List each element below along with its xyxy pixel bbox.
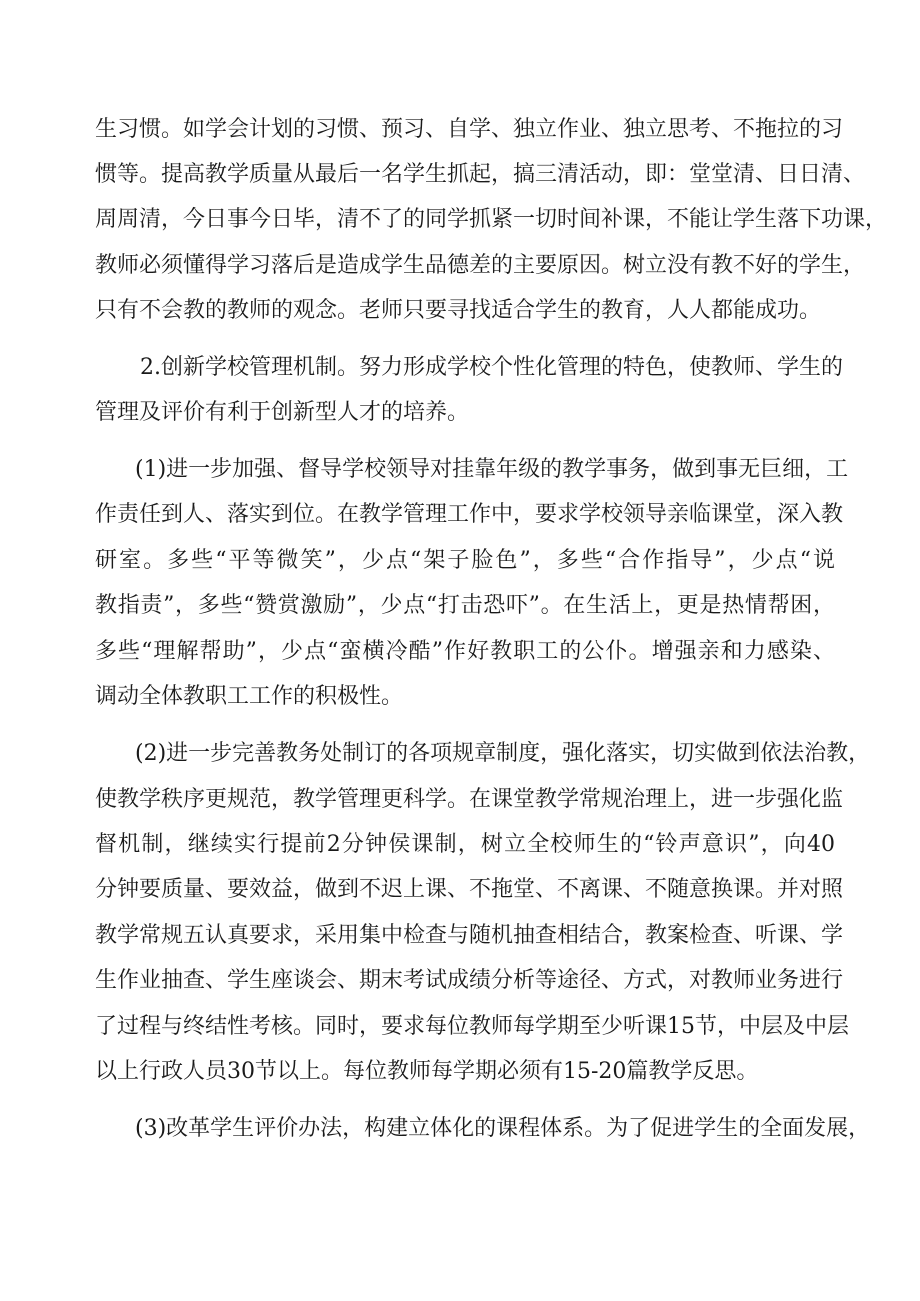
text-line: 了过程与终结性考核。同时，要求每位教师每学期至少听课15节，中层及中层 [95,1014,849,1039]
text-line: 惯等。提高教学质量从最后一名学生抓起，搞三清活动，即：堂堂清、日日清、 [95,162,866,187]
text-line: 生习惯。如学会计划的习惯、预习、自学、独立作业、独立思考、不拖拉的习 [95,117,844,142]
text-line: 生作业抽查、学生座谈会、期末考试成绩分析等途径、方式，对教师业务进行 [95,968,844,993]
text-line: 2.创新学校管理机制。努力形成学校个性化管理的特色，使教师、学生的 [140,355,843,380]
text-line: 只有不会教的教师的观念。老师只要寻找适合学生的教育，人人都能成功。 [95,298,822,323]
text-line: (1)进一步加强、督导学校领导对挂靠年级的教学事务，做到事无巨细，工 [135,457,849,482]
text-line: 周周清，今日事今日毕，清不了的同学抓紧一切时间补课，不能让学生落下功课， [95,207,888,232]
text-line: 分钟要质量、要效益，做到不迟上课、不拖堂、不离课、不随意换课。并对照 [95,877,844,902]
text-line: 管理及评价有利于创新型人才的培养。 [95,400,470,425]
text-line: 以上行政人员30节以上。每位教师每学期必须有15-20篇教学反思。 [95,1059,759,1084]
text-line: 教师必须懂得学习落后是造成学生品德差的主要原因。树立没有教不好的学生， [95,253,866,278]
text-line: 作责任到人、落实到位。在教学管理工作中，要求学校领导亲临课堂，深入教 [95,502,844,527]
text-line: 调动全体教职工工作的积极性。 [95,684,404,709]
text-line: 教学常规五认真要求，采用集中检查与随机抽查相结合，教案检查、听课、学 [95,923,844,948]
text-line: 研室。多些“平等微笑”，少点“架子脸色”，多些“合作指导”，少点“说 [95,548,835,573]
text-line: (2)进一步完善教务处制订的各项规章制度，强化落实，切实做到依法治教， [135,741,871,766]
text-line: 教指责”，多些“赞赏激励”，少点“打击恐吓”。在生活上，更是热情帮困， [95,593,835,618]
text-line: (3)改革学生评价办法，构建立体化的课程体系。为了促进学生的全面发展， [135,1116,871,1141]
text-line: 多些“理解帮助”，少点“蛮横冷酷”作好教职工的公仆。增强亲和力感染、 [95,639,835,664]
text-line: 使教学秩序更规范，教学管理更科学。在课堂教学常规治理上，进一步强化监 [95,787,844,812]
text-line: 督机制，继续实行提前2分钟侯课制，树立全校师生的“铃声意识”，向40 [95,832,835,857]
